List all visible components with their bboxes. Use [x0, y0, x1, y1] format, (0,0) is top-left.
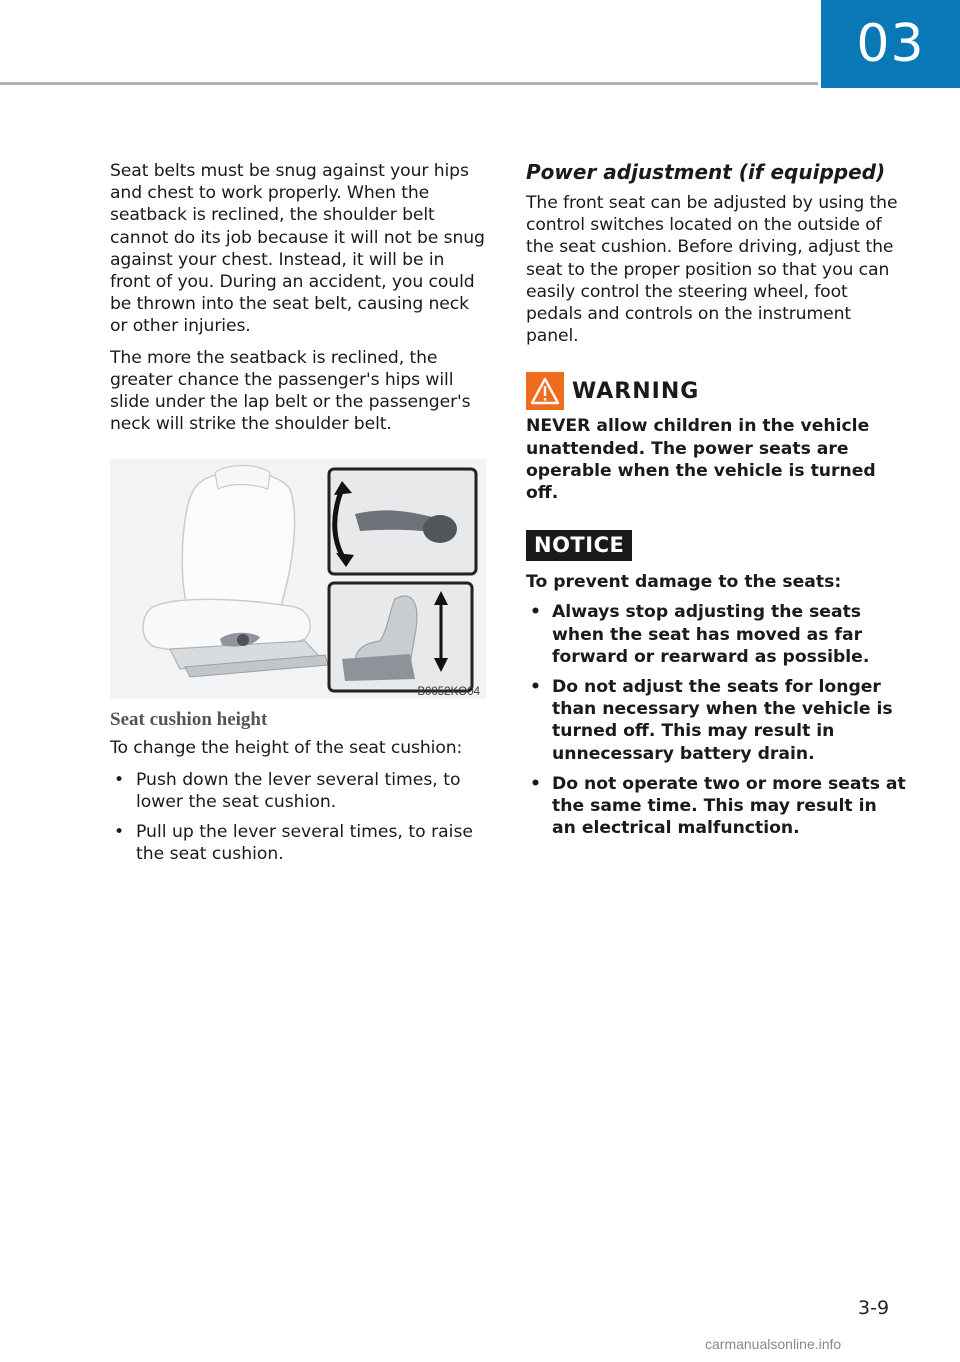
- list-item: • Push down the lever several times, to lower the seat cushion.: [110, 769, 490, 813]
- body-paragraph: Seat belts must be snug against your hips and chest to work properly. When the seatback is reclined, the shoulder belt cannot do its job because it will not be snug against your chest. Instead, it will be in front of you. During an accident, you could be thrown into the seat belt, causing neck or other injuries.: [110, 161, 485, 337]
- list-item: • Always stop adjusting the seats when the seat has moved as far forward or rearward as possible.: [526, 601, 906, 668]
- warning-header: [526, 371, 906, 411]
- list-item: • Pull up the lever several times, to raise the seat cushion.: [110, 821, 490, 865]
- body-paragraph: To change the height of the seat cushion:: [110, 738, 463, 759]
- notice-intro: To prevent damage to the seats:: [526, 572, 842, 593]
- list-item: • Do not operate two or more seats at the same time. This may result in an electrical malfunction.: [526, 773, 906, 840]
- warning-icon: [526, 372, 564, 410]
- warning-title: WARNING: [572, 378, 700, 404]
- section-title: Power adjustment (if equipped): [526, 160, 886, 184]
- subheading: Seat cushion height: [110, 709, 268, 731]
- watermark-link[interactable]: carmanualsonline.info: [705, 1336, 842, 1352]
- notice-badge: NOTICE: [526, 530, 632, 561]
- body-paragraph: The front seat can be adjusted by using the control switches located on the outside of the seat cushion. Before driving, adjust the seat to the proper position so that you can easily control the steering wheel, foot pedals and controls on the instrument panel.: [526, 193, 898, 347]
- seat-illustration: [110, 459, 486, 699]
- page-number: 3-9: [858, 1297, 890, 1319]
- seat-adjustment-figure: [110, 459, 486, 699]
- left-column: [110, 160, 490, 873]
- body-paragraph: The more the seatback is reclined, the greater chance the passenger's hips will slide under the lap belt or the passenger's neck will strike the shoulder belt.: [110, 347, 471, 435]
- header-rule: [0, 82, 818, 85]
- figure-code: B0052KO04: [417, 686, 480, 699]
- notice-list: [526, 601, 906, 839]
- warning-text: NEVER allow children in the vehicle unattended. The power seats are operable when the vehicle is turned off.: [526, 416, 876, 504]
- list-item: • Do not adjust the seats for longer than necessary when the vehicle is turned off. This may result in unnecessary battery drain.: [526, 676, 906, 765]
- right-column: [526, 160, 906, 847]
- bullet-list: [110, 769, 490, 866]
- chapter-tab: 03: [821, 0, 960, 88]
